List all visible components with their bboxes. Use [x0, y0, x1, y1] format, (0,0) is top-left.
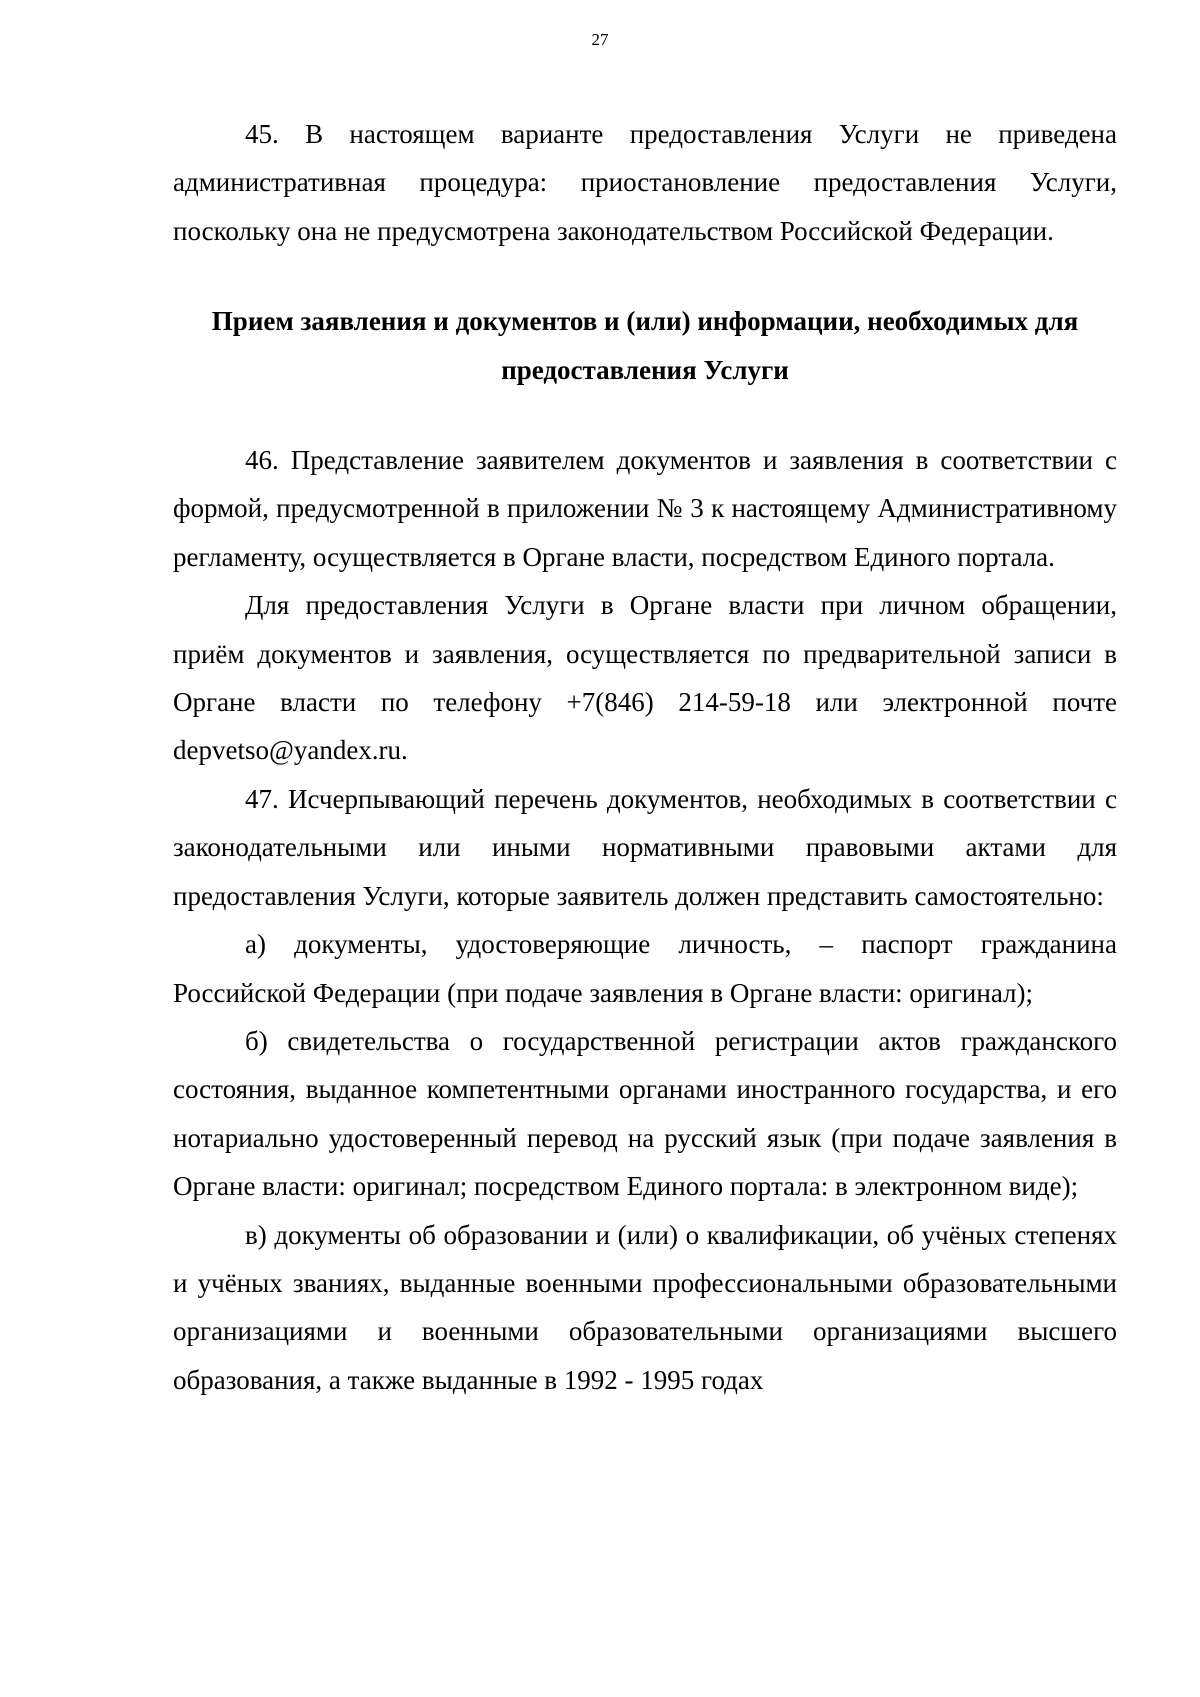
paragraph-47-item-b: б) свидетельства о государственной регистрации актов гражданского состояния, выданное компетентными органами иностранного государства, и его нотариально удостоверенный перевод на русский язык (при подаче заявления в Органе власти: оригинал; посредством Единого портала: в электронном виде);	[173, 1025, 1117, 1202]
paragraph-46-contact: Для предоставления Услуги в Органе власти при личном обращении, приём документов и заявления, осуществляется по предварительной записи в Органе власти по телефону +7(846) 214-59-18 или электронной почте depvetso@yandex.ru.	[173, 590, 1117, 766]
section-heading-line-2: предоставления Услуги	[501, 354, 789, 385]
section-heading-line-1: Прием заявления и документов и (или) информации, необходимых для	[211, 306, 1079, 337]
paragraph-47-item-a: а) документы, удостоверяющие личность, – паспорт гражданина Российской Федерации (при подаче заявления в Органе власти: оригинал);	[173, 929, 1117, 1008]
paragraph-45: 45. В настоящем варианте предоставления Услуги не приведена административная процедура: приостановление предоставления Услуги, поскольку она не предусмотрена законодательством Российской Федерации.	[173, 119, 1117, 246]
page-content	[173, 110, 1117, 1404]
section-heading	[173, 297, 1117, 394]
paragraph-47-item-c: в) документы об образовании и (или) о квалификации, об учёных степенях и учёных званиях, выданные военными профессиональными образовательными организациями и военными образовательными организациями высшего образования, а также выданные в 1992 - 1995 годах	[173, 1219, 1117, 1395]
paragraph-47: 47. Исчерпывающий перечень документов, необходимых в соответствии с законодательными или иными нормативными правовыми актами для предоставления Услуги, которые заявитель должен представить самостоятельно:	[173, 783, 1117, 911]
paragraph-46: 46. Представление заявителем документов и заявления в соответствии с формой, предусмотренной в приложении № 3 к настоящему Административному регламенту, осуществляется в Органе власти, посредством Единого портала.	[173, 445, 1117, 572]
page-number: 27	[591, 30, 609, 49]
